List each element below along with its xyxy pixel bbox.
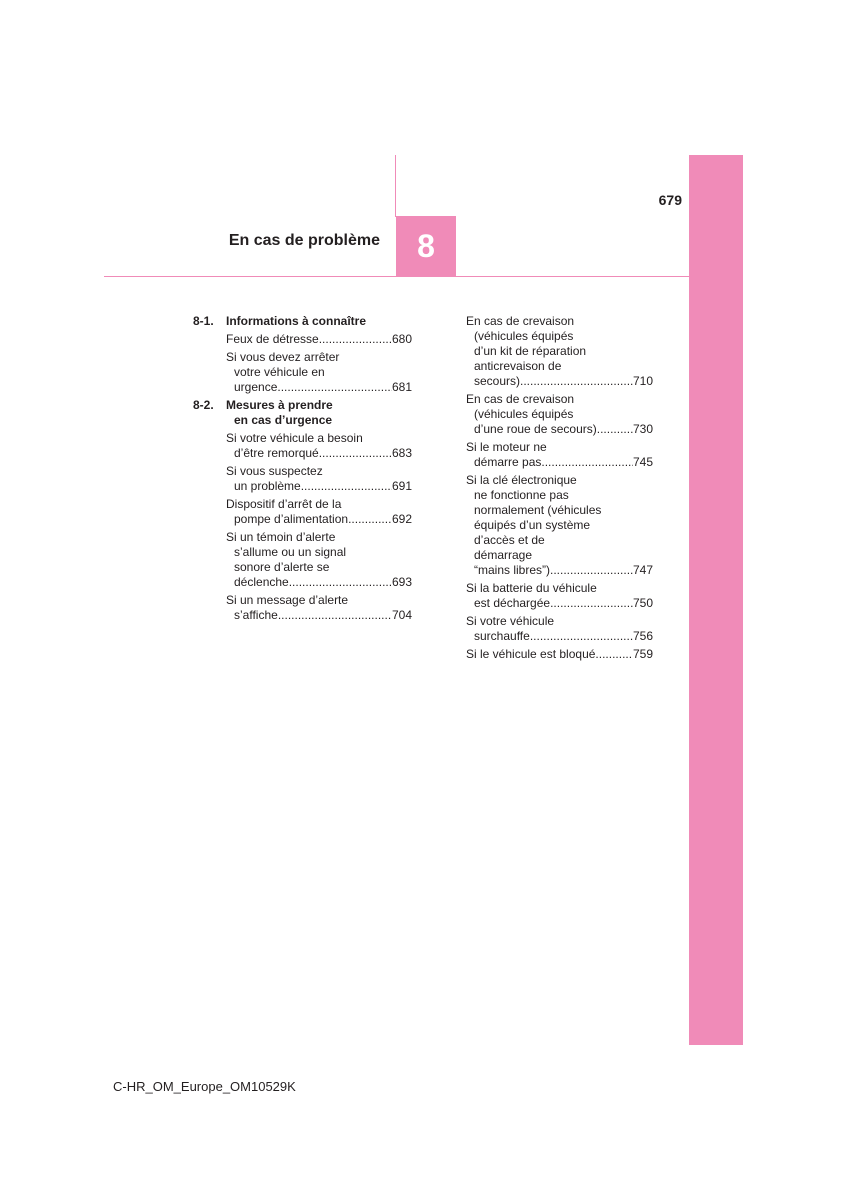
toc-page-number: 693	[391, 575, 412, 589]
toc-page-number: 730	[632, 422, 653, 436]
toc-entry[interactable]	[193, 464, 412, 494]
toc-entry-last-line	[466, 596, 653, 611]
toc-page-number: 680	[391, 332, 412, 346]
header-vertical-rule	[395, 155, 396, 217]
toc-entry[interactable]	[466, 614, 653, 644]
toc-entry-line: Si votre véhicule a besoin	[226, 431, 363, 445]
toc-entry-line: urgence	[234, 380, 278, 394]
toc-entry-line: (véhicules équipés	[474, 329, 574, 343]
toc-entry-last-line	[466, 374, 653, 389]
toc-entry[interactable]	[193, 497, 412, 527]
toc-section-number: 8-1.	[193, 314, 214, 328]
dot-leader	[301, 479, 392, 494]
toc-page-number: 710	[632, 374, 653, 388]
page-number: 679	[658, 192, 682, 208]
dot-leader	[277, 380, 392, 395]
toc-entry-line: anticrevaison de	[474, 359, 562, 373]
toc-entry[interactable]	[193, 431, 412, 461]
toc-right-column	[466, 314, 653, 665]
toc-entry-last-line	[226, 575, 412, 590]
toc-entry[interactable]	[466, 473, 653, 578]
toc-entry-line: d’accès et de	[474, 533, 545, 547]
toc-entry-last-line	[466, 629, 653, 644]
toc-entry-last-line	[466, 422, 653, 437]
dot-leader	[530, 629, 633, 644]
toc-page-number: 683	[391, 446, 412, 460]
toc-entry[interactable]	[466, 647, 653, 662]
toc-entry[interactable]	[193, 332, 412, 347]
toc-entry-line: Si un témoin d’alerte	[226, 530, 336, 544]
toc-page-number: 691	[391, 479, 412, 493]
dot-leader	[348, 512, 392, 527]
dot-leader	[278, 608, 392, 623]
toc-entry-line: Si le moteur ne	[466, 440, 547, 454]
toc-page-number: 747	[632, 563, 653, 577]
toc-section-number: 8-2.	[193, 398, 214, 412]
toc-entry-line: votre véhicule en	[234, 365, 325, 379]
toc-entry-line: d’un kit de réparation	[474, 344, 587, 358]
dot-leader	[319, 446, 392, 461]
toc-page-number: 759	[632, 647, 653, 661]
toc-entry-last-line	[226, 332, 412, 347]
toc-entry-last-line	[466, 455, 653, 470]
dot-leader	[550, 596, 633, 611]
toc-section-title-line: en cas d’urgence	[234, 413, 333, 427]
toc-page-number: 681	[391, 380, 412, 394]
toc-entry[interactable]	[466, 440, 653, 470]
header-horizontal-rule	[104, 276, 689, 277]
toc-entry-line: Dispositif d’arrêt de la	[226, 497, 342, 511]
toc-entry[interactable]	[193, 530, 412, 590]
toc-entry-line: un problème	[234, 479, 301, 493]
toc-entry-last-line	[226, 512, 412, 527]
toc-entry-line: sonore d’alerte se	[234, 560, 330, 574]
toc-section-heading[interactable]	[193, 398, 412, 428]
footer-code: C-HR_OM_Europe_OM10529K	[113, 1079, 296, 1094]
toc-section-title-line: Informations à connaître	[226, 314, 367, 328]
toc-section-title	[226, 314, 412, 329]
toc-entry-last-line	[226, 446, 412, 461]
toc-entry-line: Si le véhicule est bloqué	[466, 647, 596, 661]
toc-entry-line: (véhicules équipés	[474, 407, 574, 421]
toc-section-heading[interactable]	[193, 314, 412, 329]
toc-page-number: 745	[632, 455, 653, 469]
dot-leader	[520, 374, 633, 389]
toc-entry-line: Si votre véhicule	[466, 614, 555, 628]
toc-entry-line: s’allume ou un signal	[234, 545, 347, 559]
dot-leader	[289, 575, 392, 590]
toc-entry-line: équipés d’un système	[474, 518, 591, 532]
toc-entry-line: Feux de détresse	[226, 332, 319, 346]
side-chapter-tab	[689, 155, 743, 1045]
toc-page-number: 750	[632, 596, 653, 610]
toc-entry-last-line	[226, 380, 412, 395]
chapter-number-box: 8	[396, 216, 456, 276]
toc-entry-line: normalement (véhicules	[474, 503, 602, 517]
toc-page-number: 692	[391, 512, 412, 526]
toc-entry-line: déclenche	[234, 575, 289, 589]
dot-leader	[541, 455, 633, 470]
toc-entry-line: “mains libres”)	[474, 563, 551, 577]
toc-section-title	[226, 398, 412, 428]
toc-page-number: 704	[391, 608, 412, 622]
toc-entry[interactable]	[193, 593, 412, 623]
toc-entry-line: démarre pas	[474, 455, 542, 469]
dot-leader	[595, 647, 633, 662]
toc-entry-line: est déchargée	[474, 596, 551, 610]
dot-leader	[597, 422, 633, 437]
toc-entry-line: Si vous devez arrêter	[226, 350, 340, 364]
toc-entry-last-line	[466, 647, 653, 662]
toc-entry-line: surchauffe	[474, 629, 530, 643]
toc-entry[interactable]	[193, 350, 412, 395]
toc-entry[interactable]	[466, 314, 653, 389]
toc-page-number: 756	[632, 629, 653, 643]
toc-entry[interactable]	[466, 392, 653, 437]
toc-entry-line: s’affiche	[234, 608, 278, 622]
toc-entry-line: Si la clé électronique	[466, 473, 577, 487]
toc-entry-line: ne fonctionne pas	[474, 488, 569, 502]
toc-left-column	[193, 314, 412, 626]
toc-entry-line: secours)	[474, 374, 521, 388]
toc-entry-last-line	[226, 479, 412, 494]
toc-entry-line: Si la batterie du véhicule	[466, 581, 597, 595]
toc-entry-last-line	[226, 608, 412, 623]
toc-entry-line: En cas de crevaison	[466, 314, 575, 328]
dot-leader	[319, 332, 392, 347]
toc-entry-line: démarrage	[474, 548, 533, 562]
toc-entry-line: Si vous suspectez	[226, 464, 323, 478]
toc-entry-line: d’être remorqué	[234, 446, 319, 460]
dot-leader	[550, 563, 633, 578]
toc-section-title-line: Mesures à prendre	[226, 398, 333, 412]
toc-entry-line: pompe d’alimentation	[234, 512, 349, 526]
toc-entry-last-line	[466, 563, 653, 578]
toc-entry-line: Si un message d’alerte	[226, 593, 349, 607]
toc-entry[interactable]	[466, 581, 653, 611]
toc-entry-line: d’une roue de secours)	[474, 422, 597, 436]
chapter-title: En cas de problème	[228, 232, 380, 249]
toc-entry-line: En cas de crevaison	[466, 392, 575, 406]
